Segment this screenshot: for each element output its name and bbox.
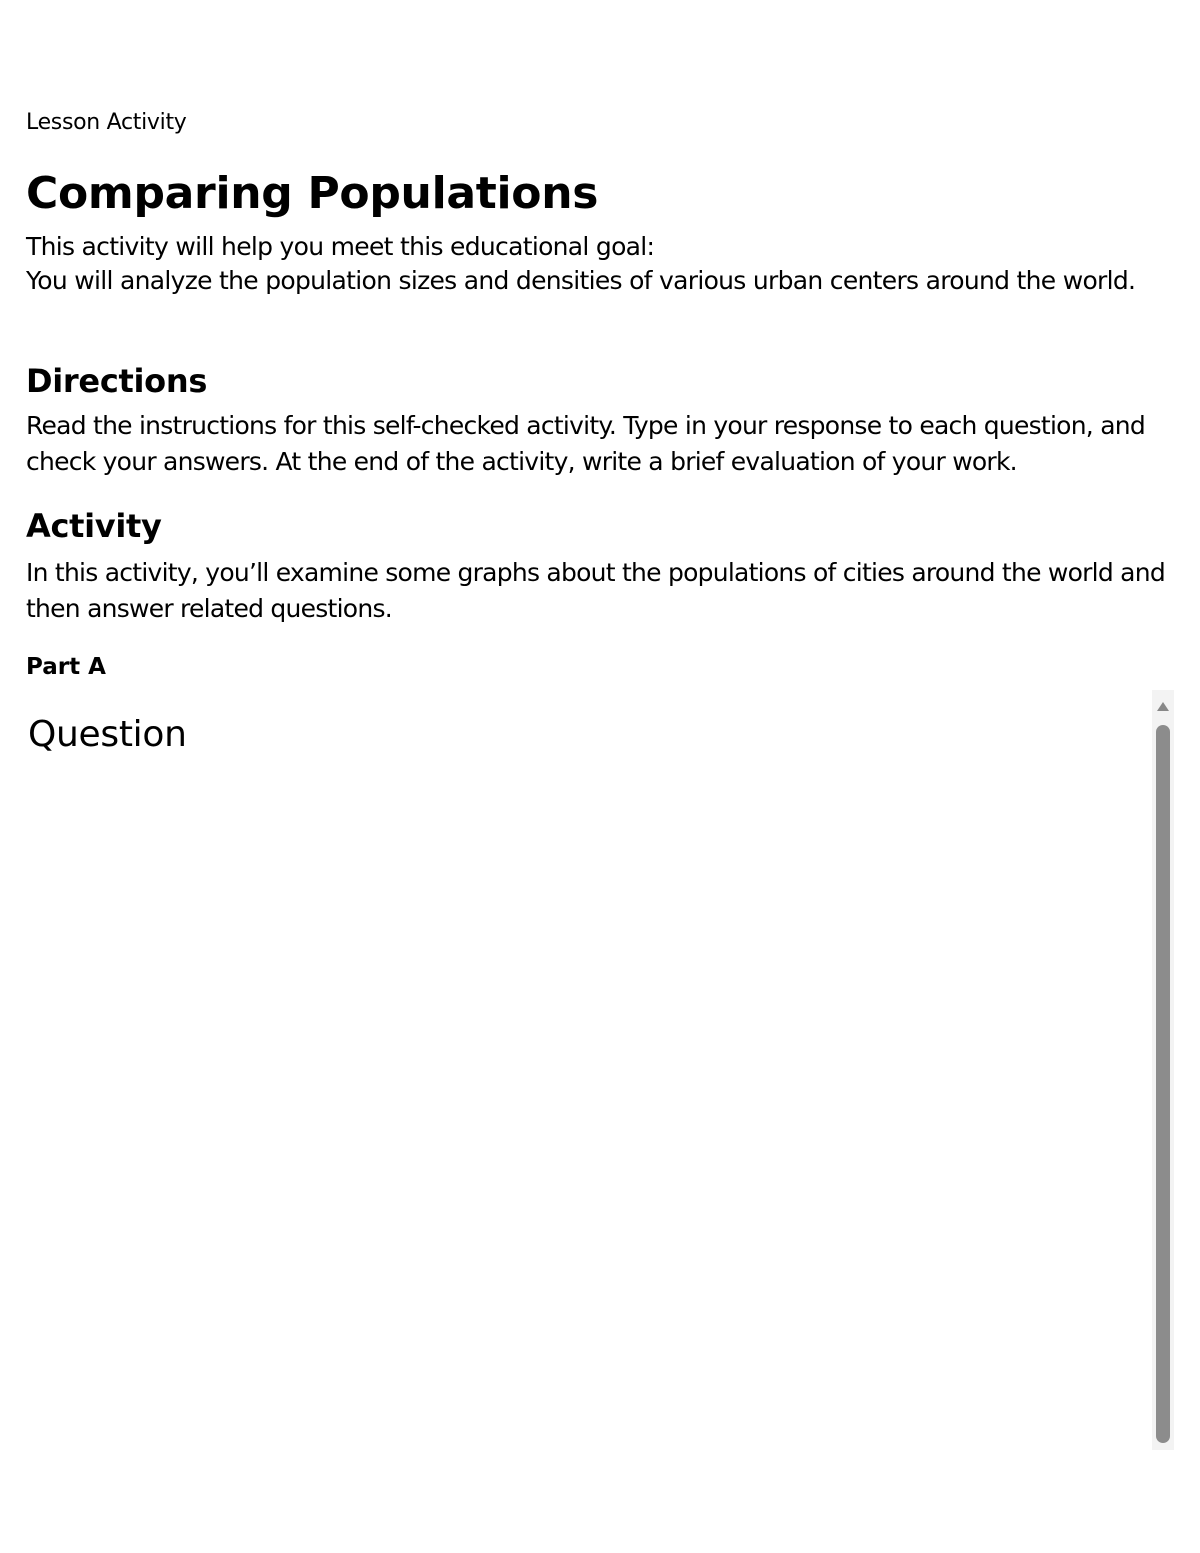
lesson-label: Lesson Activity [26, 110, 187, 135]
scroll-thumb[interactable] [1156, 725, 1170, 1443]
page-title: Comparing Populations [26, 168, 599, 219]
part-label: Part A [26, 654, 106, 680]
directions-heading: Directions [26, 362, 208, 400]
question-heading: Question [28, 714, 187, 755]
goal-intro: This activity will help you meet this educational goal: [26, 232, 655, 261]
question-scrollbar[interactable] [1152, 690, 1174, 1450]
activity-text: In this activity, you’ll examine some graphs about the populations of cities around the world and then answer related questions. [26, 558, 1165, 623]
goal-text: You will analyze the population sizes and densities of various urban centers around the world. [26, 266, 1136, 295]
question-frame[interactable] [26, 690, 1174, 1450]
directions-text: Read the instructions for this self-checked activity. Type in your response to each question, and check your answers. At the end of the activity, write a brief evaluation of your work. [26, 411, 1145, 476]
scroll-up-arrow-icon[interactable] [1157, 702, 1169, 711]
activity-heading: Activity [26, 507, 162, 545]
